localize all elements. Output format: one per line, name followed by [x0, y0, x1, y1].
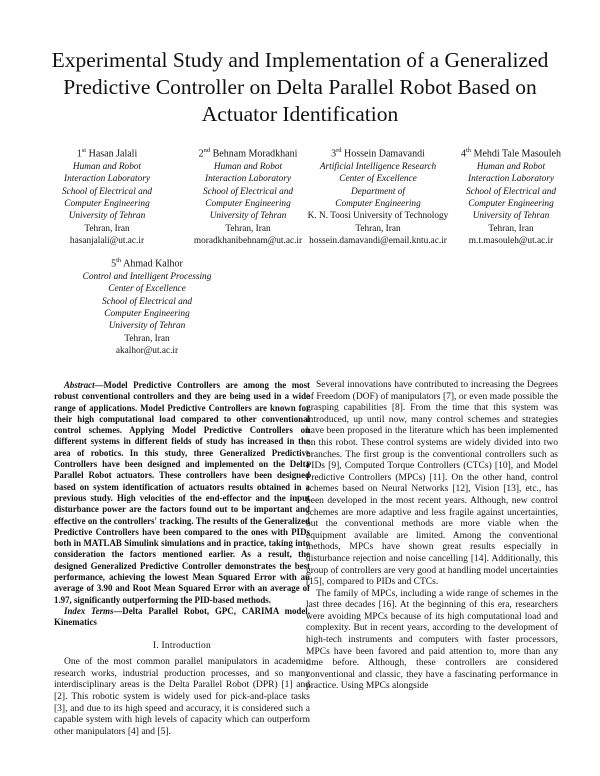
- author-location: Tehran, Iran: [84, 223, 130, 234]
- affiliation-line: Center of Excellence: [108, 284, 186, 295]
- author-name: [62, 255, 232, 271]
- author-location: Tehran, Iran: [124, 333, 170, 344]
- abstract-text: —Model Predictive Controllers are among the most robust conventional controllers and they are being used in a wide range of applications. Model Predictive Controllers are known for their high computational load compared to other conventional control schemes. Applying Model Predictive Controllers on different systems in different fields of study has increased in the area of robotics. In this study, three Generalized Predictive Controllers have been designed and implemented on the Delta Parallel Robot actuators. These controllers have been designed based on system identification of actuators results obtained in a previous study. High velocities of the end-effector and the input disturbance power are the factors found out to be important and effective on the controllers' tracking. The results of the Generalized Predictive Controllers have been compared to the ones with PIDs both in MATLAB Simulink simulations and in practice, taking into consideration the factors mentioned earlier. As a result, the designed Generalized Predictive Controller demonstrates the best performance, achieving the lowest Mean Squared Error with an average of 3.90 and Root Mean Squared Error with an average of 1.97, significantly outperforming the PID-based methods.: [54, 380, 310, 605]
- affiliation-line: Computer Engineering: [205, 198, 291, 209]
- affiliation-line: Human and Robot: [72, 161, 142, 172]
- author-ordinal-suffix: th: [466, 147, 472, 154]
- affiliation-line: Computer Engineering: [64, 198, 150, 209]
- author-ordinal-suffix: rd: [336, 147, 342, 154]
- affiliation-line: Computer Engineering: [104, 308, 190, 319]
- author-name-text: Behnam Moradkhani: [212, 148, 298, 160]
- abstract: [54, 380, 310, 606]
- author-name: [32, 145, 182, 161]
- author-location: Tehran, Iran: [488, 223, 534, 234]
- author-name-text: Hossein Damavandi: [344, 148, 425, 160]
- affiliation-line: Department of: [351, 186, 405, 197]
- author-ordinal: 3: [331, 148, 337, 160]
- affiliation-line: Interaction Laboratory: [64, 174, 150, 185]
- author-email: m.t.masouleh@ut.ac.ir: [468, 236, 554, 247]
- affiliation-line: School of Electrical and: [465, 186, 557, 197]
- affiliation-line: Interaction Laboratory: [468, 174, 554, 185]
- abstract-label: Abstract: [64, 380, 95, 390]
- affiliation-line: K. N. Toosi University of Technology: [307, 211, 449, 222]
- author-email: moradkhanibehnam@ut.ac.ir: [193, 236, 303, 247]
- affiliation-line: University of Tehran: [68, 211, 146, 222]
- affiliation-line: University of Tehran: [108, 321, 186, 332]
- author-location: Tehran, Iran: [225, 223, 271, 234]
- author-ordinal-suffix: nd: [203, 147, 211, 154]
- author-ordinal: 1: [76, 148, 82, 160]
- author-block-5: [62, 255, 232, 358]
- affiliation-line: School of Electrical and: [101, 296, 193, 307]
- affiliation-line: University of Tehran: [472, 211, 550, 222]
- affiliation-line: Computer Engineering: [335, 198, 421, 209]
- intro-paragraph: One of the most common parallel manipulators in academic research works, industrial production processes, and so many interdisciplinary areas is the Delta Parallel Robot (DPR) [1] and [2]. This robotic system is widely used for pick-and-place tasks [3], and due to its high speed and accuracy, it is considered such a capable system with high levels of capacity which can outperform other manipulators [4] and [5].: [54, 657, 310, 737]
- author-location: Tehran, Iran: [355, 223, 401, 234]
- affiliation-line: School of Electrical and: [202, 186, 294, 197]
- right-column: [306, 380, 558, 693]
- author-ordinal: 2: [198, 148, 204, 160]
- author-ordinal: 4: [461, 148, 466, 160]
- author-ordinal-suffix: th: [116, 257, 122, 264]
- affiliation-line: Computer Engineering: [468, 198, 554, 209]
- index-terms: [54, 606, 310, 629]
- index-terms-text: —Delta Parallel Robot, GPC, CARIMA model, Kinematics: [54, 605, 310, 628]
- author-block-4: [436, 145, 586, 248]
- author-name-text: Mehdi Tale Masouleh: [473, 148, 561, 160]
- author-block-1: [32, 145, 182, 248]
- affiliation-line: Human and Robot: [213, 161, 283, 172]
- author-email: akalhor@ut.ac.ir: [115, 346, 179, 357]
- author-name-text: Ahmad Kalhor: [123, 258, 183, 270]
- index-terms-label: Index Terms: [64, 605, 114, 616]
- affiliation-line: Center of Excellence: [339, 174, 417, 185]
- author-email: hossein.damavandi@email.kntu.ac.ir: [309, 236, 447, 247]
- author-ordinal: 5: [111, 258, 117, 270]
- body-paragraph: The family of MPCs, including a wide range of schemes in the last three decades [16]. At the beginning of this era, researchers were avoiding MPCs because of its high computational load and complexity. But in recent years, according to the development of high-tech instruments and computers with faster processors, MPCs have been favored and paid attention to, more than any time before. Although, these controllers are considered conventional and classic, they have a fascinating performance in practice. Using MPCs alongside: [306, 588, 558, 692]
- affiliation-line: Interaction Laboratory: [205, 174, 291, 185]
- author-name-text: Hasan Jalali: [88, 148, 138, 160]
- left-column: [54, 380, 310, 738]
- affiliation-line: Human and Robot: [476, 161, 546, 172]
- author-name: [436, 145, 586, 161]
- author-ordinal-suffix: st: [81, 147, 87, 154]
- paper-title: Experimental Study and Implementation of a Generalized Predictive Controller on Delta Parallel Robot Based on Actuator Identification: [51, 48, 549, 126]
- author-email: hasanjalali@ut.ac.ir: [69, 236, 145, 247]
- affiliation-line: University of Tehran: [209, 211, 287, 222]
- section-heading: I. Introduction: [153, 640, 211, 651]
- affiliation-line: Control and Intelligent Processing: [82, 271, 212, 282]
- affiliation-line: Artificial Intelligence Research: [319, 161, 437, 172]
- affiliation-line: School of Electrical and: [61, 186, 153, 197]
- body-paragraph: Several innovations have contributed to increasing the Degrees of Freedom (DOF) of manipulators [7], or even made possible the grasping capabilities [8]. From the time that this system was introduced, up until now, many control schemes and strategies have been proposed in the literature which has been implemented on this robot. These control systems are widely divided into two branches. The first group is the conventional controllers such as PIDs [9], Computed Torque Controllers (CTCs) [10], and Model Predictive Controllers (MPCs) [11]. On the other hand, control schemes based on Neural Networks [12], Vision [13], etc., has been developed in the most recent years. Although, new control schemes are more adaptive and less fragile against uncertainties, but the conventional methods are more viable when the equipment available are limited. Among the conventional methods, MPCs have shown great results especially in disturbance rejection and noise cancelling [14]. Additionally, this group of controllers are very good at handling model uncertainties [15], compared to PIDs and CTCs.: [306, 380, 558, 588]
